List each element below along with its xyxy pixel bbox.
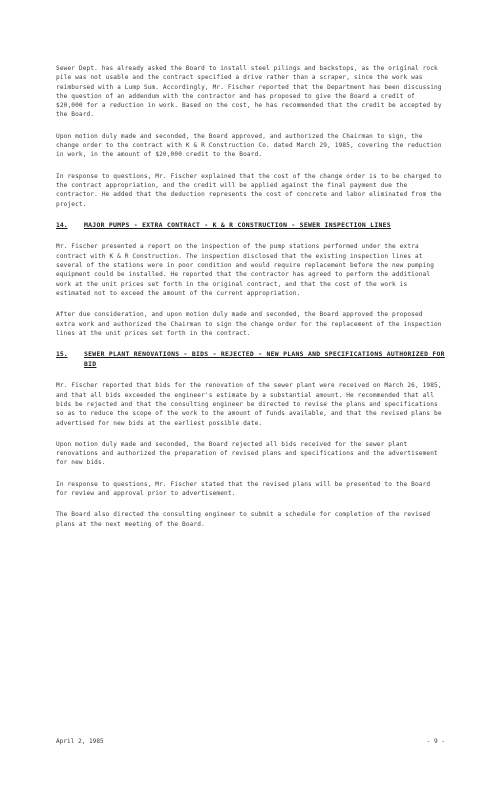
section-title: SEWER PLANT RENOVATIONS - BIDS - REJECTED - NEW PLANS AND SPECIFICATIONS AUTHORIZED FOR BID [84, 350, 445, 368]
paragraph: After due consideration, and upon motion duly made and seconded, the Board approved the proposed extra work and authorized the Chairman to sign the change order for the replacement of the inspection lines at the unit prices set forth in the contract. [56, 311, 442, 337]
paragraph: Mr. Fischer reported that bids for the renovation of the sewer plant were received on March 26, 1985, and that all bids exceeded the engineer's estimate by a substantial amount. He recommended that all bids be rejected and that the consulting engineer be directed to revise the plans and specifications so as to reduce the scope of the work to the amount of funds available, and that the revised plans be advertised for new bids at the earliest possible date. [56, 382, 442, 427]
paragraph: Sewer Dept. has already asked the Board to install steel pilings and backstops, as the original rock pile was not usable and the contract specified a drive rather than a scraper, since the work was reimbursed with a Lump Sum. Accordingly, Mr. Fischer reported that the Department has been discussing the question of an addendum with the contractor and has proposed to give the Board a credit of $20,000 for a reduction in work. Based on the cost, he has recommended that the credit be accepted by the Board. [56, 65, 442, 119]
section-number: 14. [56, 220, 68, 229]
section-number: 15. [56, 350, 68, 359]
section-heading-14 [56, 221, 445, 231]
paragraph: In response to questions, Mr. Fischer stated that the revised plans will be presented to the Board for review and approval prior to advertisement. [56, 480, 431, 497]
section-title: MAJOR PUMPS - EXTRA CONTRACT - K & R CONSTRUCTION - SEWER INSPECTION LINES [84, 220, 391, 229]
paragraph: Upon motion duly made and seconded, the Board rejected all bids received for the sewer plant renovations and authorized the preparation of revised plans and specifications and the advertisement for new bids. [56, 440, 438, 467]
paragraph: Mr. Fischer presented a report on the inspection of the pump stations performed under the extra contract with K & R Construction. The inspection disclosed that the existing inspection lines at several of the stations were in poor condition and would require replacement before the new pumping equipment could be installed. He reported that the contractor has agreed to perform the additional work at the unit prices set forth in the original contract, and that the cost of the work is estimated not to exceed the amount of the current appropriation. [56, 243, 435, 297]
paragraph: In response to questions, Mr. Fischer explained that the cost of the change order is to be charged to the contract appropriation, and the credit will be applied against the final payment due the contractor. He added that the deduction represents the cost of concrete and labor eliminated from the project. [56, 172, 442, 208]
section-heading-15 [56, 350, 445, 369]
paragraph: The Board also directed the consulting engineer to submit a schedule for completion of the revised plans at the next meeting of the Board. [56, 511, 431, 528]
paragraph: Upon motion duly made and seconded, the Board approved, and authorized the Chairman to sign, the change order to the contract with K & R Construction Co. dated March 29, 1985, covering the reduction in work, in the amount of $20,000 credit to the Board. [56, 132, 442, 159]
page-number: - 9 - [426, 738, 445, 745]
footer-date: April 2, 1985 [56, 738, 104, 745]
page-footer [56, 738, 445, 745]
